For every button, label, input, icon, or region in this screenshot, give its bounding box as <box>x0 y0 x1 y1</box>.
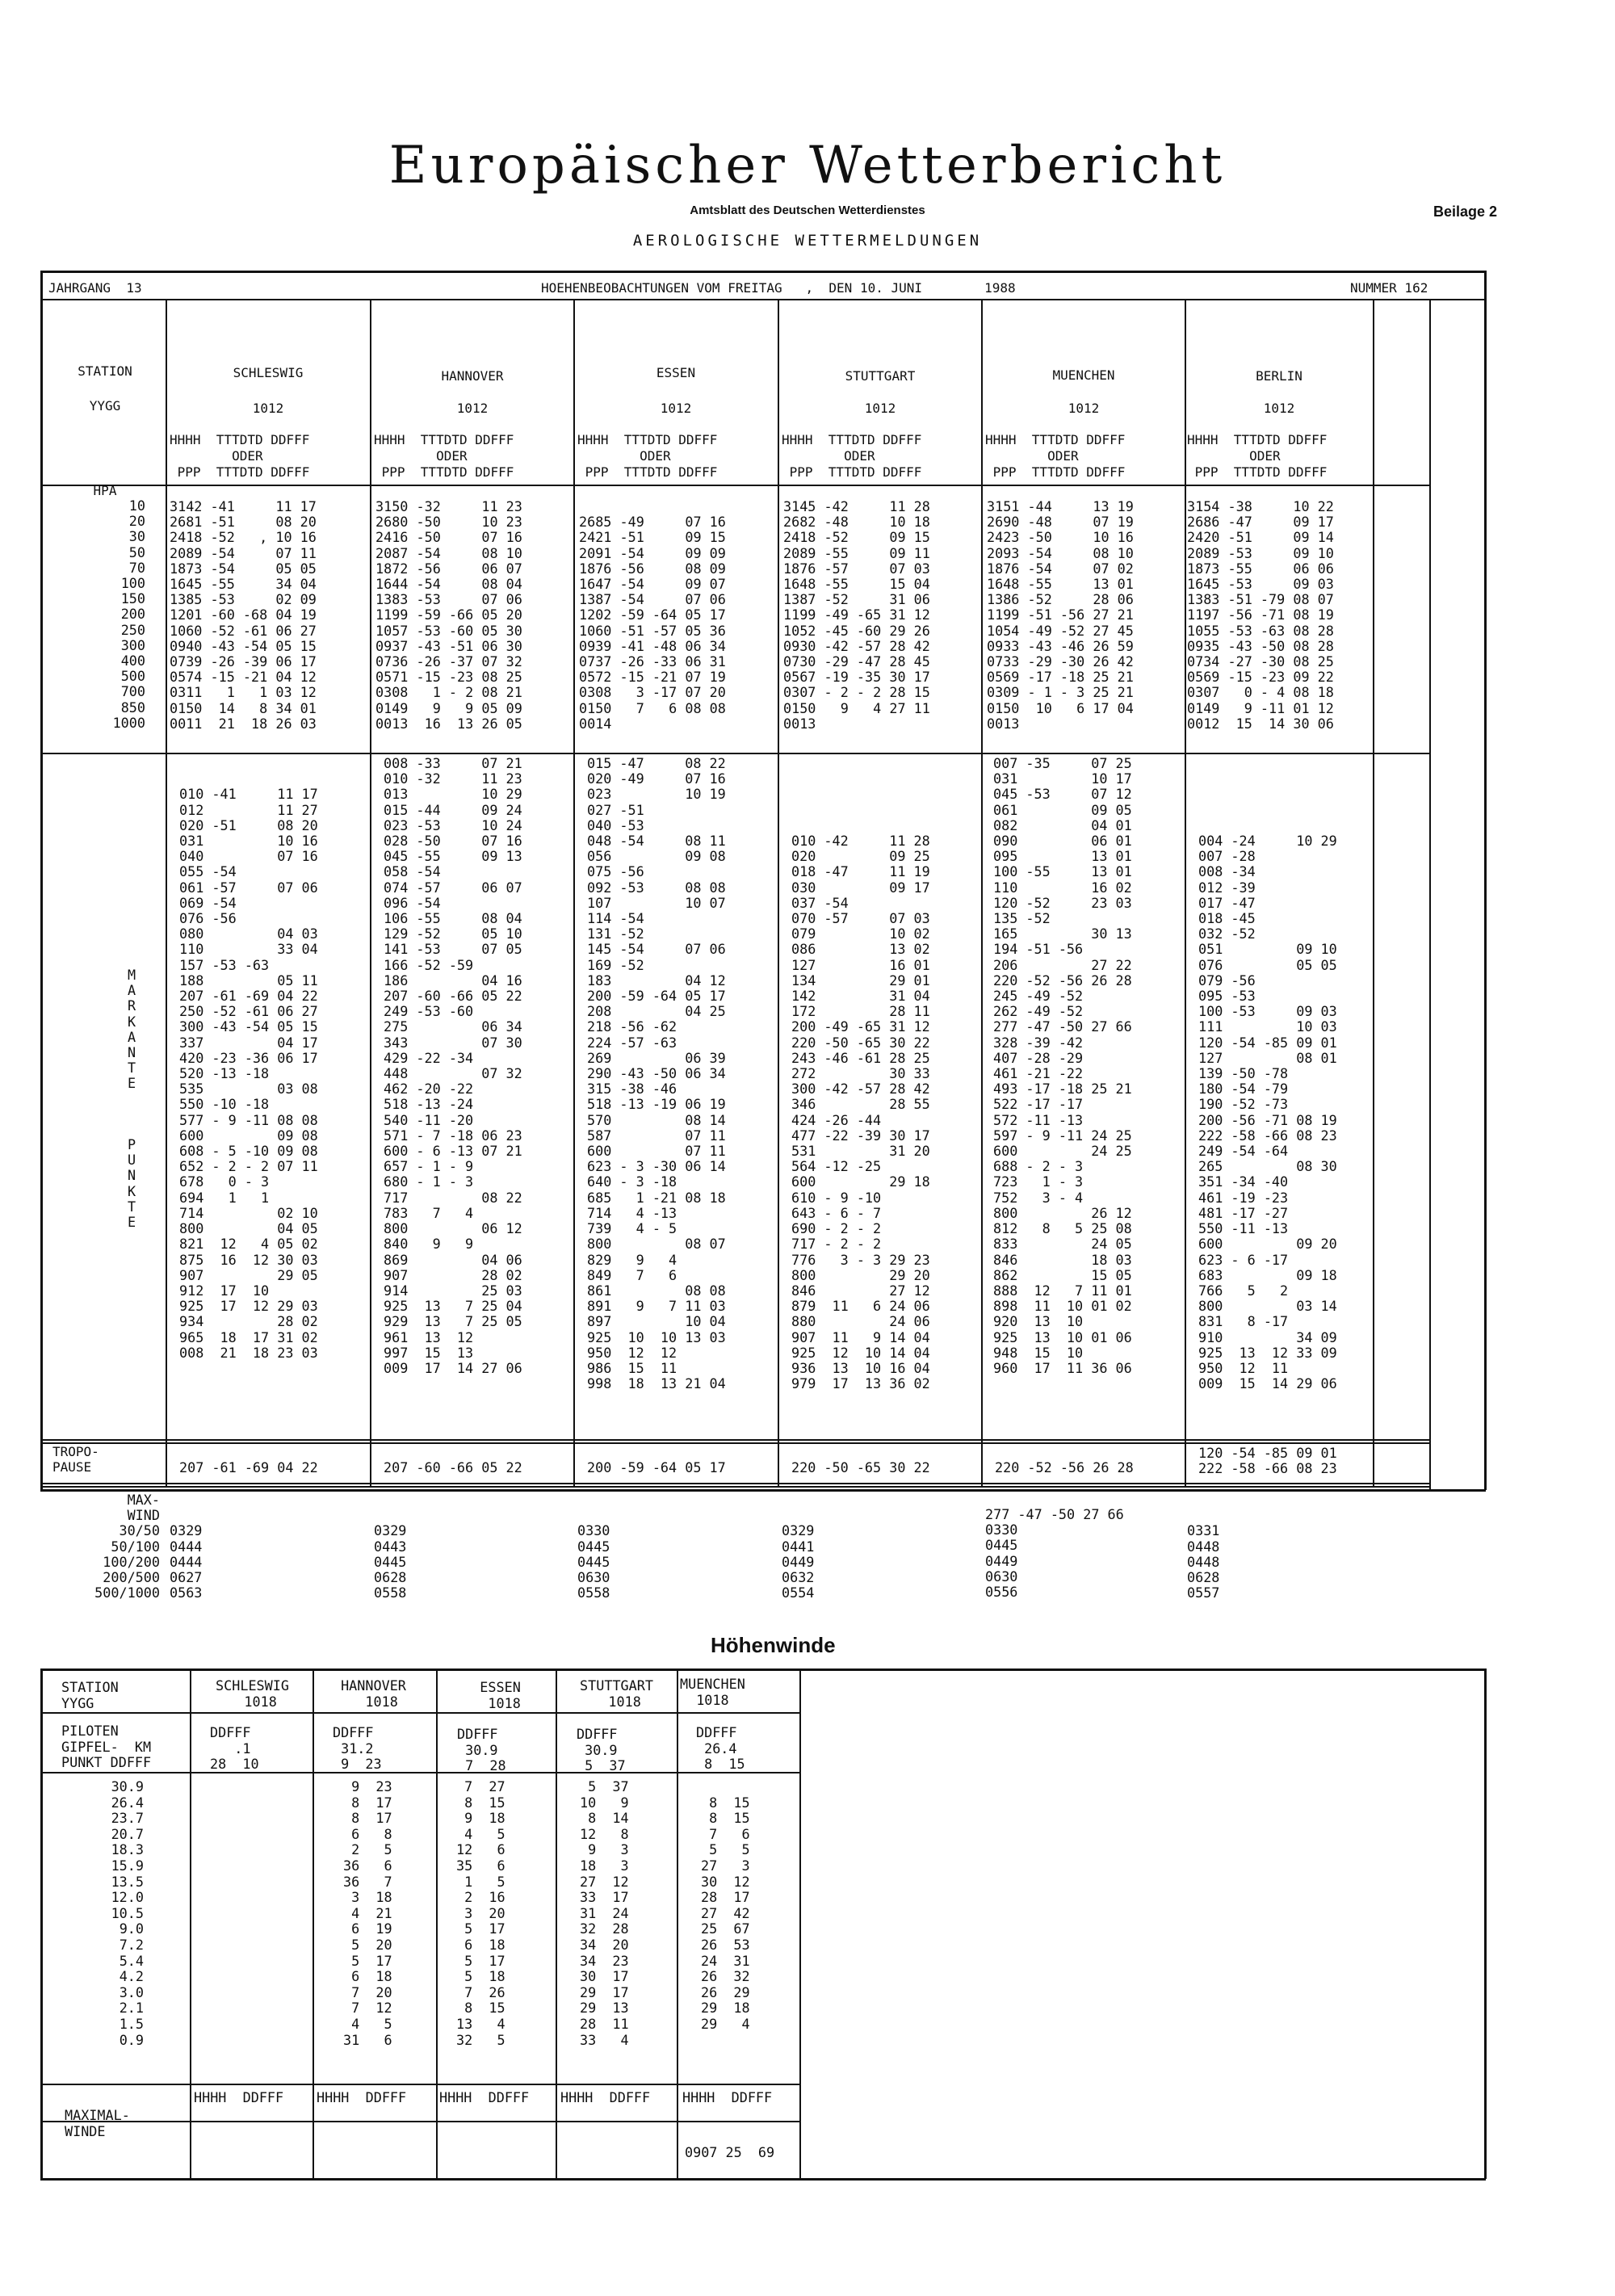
tropopause-value: 220 -52 -56 26 28 <box>995 1459 1134 1475</box>
significant-levels: 007 -35 07 25 031 10 17 045 -53 07 12 061 09 05 082 04 01 090 06 01 095 13 01 100 -55 13 01 110 16 02 120 -52 23 03 135 -52 165 30 13 194 -51 -56 206 27 22 220 -52 -56 26 28 245 -49 -52 262 -49 -52 277 -47 -50 27 66 328 -39 -42 407 -28 -29 461 -21 -22 493 -17 -18 25 21 522 -17 -17 572 -11 -13 597 - 9 -11 24 25 600 24 25 688 - 2 - 3 723 1 - 3 752 3 - 4 800 26 12 812 8 5 25 08 833 24 05 846 18 03 862 15 05 888 12 7 11 01 898 11 10 01 02 920 13 10 925 13 10 01 06 948 15 10 960 17 11 36 06 <box>993 755 1132 1376</box>
station-name: HANNOVER <box>441 368 504 384</box>
standard-levels: 3151 -44 13 19 2690 -48 07 19 2423 -50 10 16 2093 -54 08 10 1876 -54 07 02 1648 -55 13 01 1386 -52 28 06 1199 -51 -56 27 21 1054 -49 -52 27 45 0933 -43 -46 26 59 0733 -29 -30 26 42 0569 -17 -18 25 21 0309 - 1 - 3 25 21 0150 10 6 17 04 0013 <box>987 498 1134 732</box>
hw-max-header: HHHH DDFFF <box>194 2089 284 2105</box>
hw-winds: 5 37 10 9 8 14 12 8 9 3 18 3 27 12 33 17 31 24 32 28 34 20 34 23 30 17 29 17 29 13 28 11 33 4 <box>580 1778 629 2048</box>
rule <box>40 1712 799 1714</box>
yygg-label: YYGG <box>89 398 121 413</box>
station-yygg: 1012 <box>456 401 489 416</box>
pressure-levels: 10 20 30 50 70 100 150 200 250 300 400 500 700 850 1000 <box>112 497 145 731</box>
maxwind-values: 0329 0444 0444 0627 0563 <box>170 1522 203 1601</box>
rule <box>436 1668 438 2179</box>
rule <box>40 2178 1486 2181</box>
rule <box>40 271 43 1490</box>
rule <box>40 1668 43 2179</box>
station-yygg: 1012 <box>1068 401 1100 416</box>
station-label: STATION <box>78 363 132 379</box>
significant-levels: 008 -33 07 21 010 -32 11 23 013 10 29 015 -44 09 24 023 -53 10 24 028 -50 07 16 045 -55 09 13 058 -54 074 -57 06 07 096 -54 106 -55 08 04 129 -52 05 10 141 -53 07 05 166 -52 -59 186 04 16 207 -60 -66 05 22 249 -53 -60 275 06 34 343 07 30 429 -22 -34 448 07 32 462 -20 -22 518 -13 -24 540 -11 -20 571 - 7 -18 06 23 600 - 6 -13 07 21 657 - 1 - 9 680 - 1 - 3 717 08 22 783 7 4 800 06 12 840 9 9 869 04 06 907 28 02 914 25 03 925 13 7 25 04 929 13 7 25 05 961 13 12 997 15 13 009 17 14 27 06 <box>384 755 522 1376</box>
rule <box>1429 299 1431 1489</box>
tropopause-label: TROPO- PAUSE <box>52 1444 99 1475</box>
tropopause-value: 207 -61 -69 04 22 <box>179 1459 318 1475</box>
hw-winds: 8 15 8 15 7 6 5 5 27 3 30 12 28 17 27 42 25 67 26 53 24 31 26 32 26 29 29 18 29 4 <box>701 1794 750 2032</box>
standard-levels: 3150 -32 11 23 2680 -50 10 23 2416 -50 07 16 2087 -54 08 10 1872 -56 06 07 1644 -54 08 04 1383 -53 07 06 1199 -59 -66 05 20 1057 -53 -60 05 30 0937 -43 -51 06 30 0736 -26 -37 07 32 0571 -15 -23 08 25 0308 1 - 2 08 21 0149 9 9 05 09 0013 16 13 26 05 <box>375 498 522 732</box>
column-header: HHHH TTTDTD DDFFF ODER PPP TTTDTD DDFFF <box>985 432 1126 480</box>
maxwind-values: 0329 0443 0445 0628 0558 <box>374 1522 407 1601</box>
column-header: HHHH TTTDTD DDFFF ODER PPP TTTDTD DDFFF <box>374 432 514 480</box>
column-header: HHHH TTTDTD DDFFF ODER PPP TTTDTD DDFFF <box>782 432 922 480</box>
hw-piloten: DDFFF 26.4 8 15 <box>696 1724 745 1773</box>
hw-station-name: ESSEN 1018 <box>480 1679 521 1711</box>
station-name: BERLIN <box>1256 368 1302 384</box>
standard-levels: 2685 -49 07 16 2421 -51 09 15 2091 -54 09 09 1876 -56 08 09 1647 -54 09 07 1387 -54 07 06 1202 -59 -64 05 17 1060 -51 -57 05 36 0939 -41 -48 06 34 0737 -26 -33 06 31 0572 -15 -21 07 19 0308 3 -17 07 20 0150 7 6 08 08 0014 <box>579 514 726 732</box>
rule <box>370 299 371 1486</box>
hw-station-name: STUTTGART 1018 <box>580 1677 653 1710</box>
rule <box>778 299 779 1486</box>
rule <box>556 1668 557 2179</box>
standard-levels: 3142 -41 11 17 2681 -51 08 20 2418 -52 , 10 16 2089 -54 07 11 1873 -54 05 05 1645 -55 34 04 1385 -53 02 09 1201 -60 -68 04 19 1060 -52 -61 06 27 0940 -43 -54 05 15 0739 -26 -39 06 17 0574 -15 -21 04 12 0311 1 1 03 12 0150 14 8 34 01 0011 21 18 26 03 <box>170 498 317 732</box>
rule <box>40 1483 1431 1484</box>
rule <box>40 1772 799 1773</box>
maxwind-label: MAX- WIND 30/50 50/100 100/200 200/500 500/1000 <box>94 1492 160 1601</box>
rule <box>1185 299 1186 1486</box>
tropopause-value: 120 -54 -85 09 01 222 -58 -66 08 23 <box>1198 1445 1337 1477</box>
rule <box>40 271 1486 273</box>
hw-max-header: HHHH DDFFF <box>317 2089 407 2105</box>
hpa-label: HPA <box>93 483 117 498</box>
rule <box>981 299 983 1486</box>
tropopause-value: 220 -50 -65 30 22 <box>791 1459 930 1475</box>
beilage-label: Beilage 2 <box>1433 204 1498 220</box>
section-title: AEROLOGISCHE WETTERMELDUNGEN <box>632 232 983 250</box>
significant-levels: 010 -42 11 28 020 09 25 018 -47 11 19 030 09 17 037 -54 070 -57 07 03 079 10 02 086 13 02 127 16 01 134 29 01 142 31 04 172 28 11 200 -49 -65 31 12 220 -50 -65 30 22 243 -46 -61 28 25 272 30 33 300 -42 -57 28 42 346 28 55 424 -26 -44 477 -22 -39 30 17 531 31 20 564 -12 -25 600 29 18 610 - 9 -10 643 - 6 - 7 690 - 2 - 2 717 - 2 - 2 776 3 - 3 29 23 800 29 20 846 27 12 879 11 6 24 06 880 24 06 907 11 9 14 04 925 12 10 14 04 936 13 10 16 04 979 17 13 36 02 <box>791 833 930 1392</box>
hw-station-name: MUENCHEN 1018 <box>680 1676 745 1708</box>
station-yygg: 1012 <box>660 401 692 416</box>
rule <box>40 2084 799 2085</box>
station-name: MUENCHEN <box>1052 367 1115 383</box>
hoehenwinde-title: Höhenwinde <box>711 1633 836 1657</box>
nummer: NUMMER 162 <box>1350 280 1428 296</box>
hw-piloten: DDFFF .1 28 10 <box>210 1724 259 1773</box>
rule <box>166 299 167 1486</box>
rule <box>40 485 1431 486</box>
rule <box>40 1668 1486 1671</box>
significant-levels: 015 -47 08 22 020 -49 07 16 023 10 19 027 -51 040 -53 048 -54 08 11 056 09 08 075 -56 092 -53 08 08 107 10 07 114 -54 131 -52 145 -54 07 06 169 -52 183 04 12 200 -59 -64 05 17 208 04 25 218 -56 -62 224 -57 -63 269 06 39 290 -43 -50 06 34 315 -38 -46 518 -13 -19 06 19 570 08 14 587 07 11 600 07 11 623 - 3 -30 06 14 640 - 3 -18 685 1 -21 08 18 714 4 -13 739 4 - 5 800 08 07 829 9 4 849 7 6 861 08 08 891 9 7 11 03 897 10 04 925 10 10 13 03 950 12 12 986 15 11 998 18 13 21 04 <box>587 755 726 1392</box>
observation-date: HOEHENBEOBACHTUNGEN VOM FREITAG , DEN 10. JUNI 1988 <box>541 280 1016 296</box>
rule <box>40 753 1431 754</box>
hw-maximal-label: MAXIMAL- WINDE <box>65 2107 130 2139</box>
tropopause-value: 200 -59 -64 05 17 <box>587 1459 726 1475</box>
maxwind-values: 277 -47 -50 27 66 0330 0445 0449 0630 0556 <box>985 1506 1124 1601</box>
rule <box>313 1668 314 2179</box>
station-name: STUTTGART <box>845 368 916 384</box>
standard-levels: 3154 -38 10 22 2686 -47 09 17 2420 -51 09 14 2089 -53 09 10 1873 -55 06 06 1645 -53 09 03 1383 -51 -79 08 07 1197 -56 -71 08 19 1055 -53 -63 08 28 0935 -43 -50 08 28 0734 -27 -30 08 25 0569 -15 -23 09 22 0307 0 - 4 08 18 0149 9 -11 01 12 0012 15 14 30 06 <box>1187 498 1334 732</box>
hw-station-name: HANNOVER 1018 <box>341 1677 406 1710</box>
column-header: HHHH TTTDTD DDFFF ODER PPP TTTDTD DDFFF <box>170 432 310 480</box>
subtitle: Amtsblatt des Deutschen Wetterdienstes <box>690 204 925 217</box>
rule <box>799 1668 801 2179</box>
hw-max-value: 0907 25 69 <box>685 2144 775 2160</box>
hw-piloten: DDFFF 30.9 5 37 <box>577 1726 626 1774</box>
rule <box>1484 1668 1487 2179</box>
jahrgang: JAHRGANG 13 <box>48 280 142 296</box>
rule <box>40 1439 1431 1441</box>
standard-levels: 3145 -42 11 28 2682 -48 10 18 2418 -52 09 15 2089 -55 09 11 1876 -57 07 03 1648 -55 15 04 1387 -52 31 06 1199 -49 -65 31 12 1052 -45 -60 29 26 0930 -42 -57 28 42 0730 -29 -47 28 45 0567 -19 -35 30 17 0307 - 2 - 2 28 15 0150 9 4 27 11 0013 <box>783 498 930 732</box>
rule <box>677 1668 678 2179</box>
hw-piloten-label: PILOTEN GIPFEL- KM PUNKT DDFFF <box>61 1723 152 1771</box>
rule <box>40 2121 799 2122</box>
rule <box>40 1486 1431 1488</box>
rule <box>40 299 1486 300</box>
significant-levels: 010 -41 11 17 012 11 27 020 -51 08 20 031 10 16 040 07 16 055 -54 061 -57 07 06 069 -54 076 -56 080 04 03 110 33 04 157 -53 -63 188 05 11 207 -61 -69 04 22 250 -52 -61 06 27 300 -43 -54 05 15 337 04 17 420 -23 -36 06 17 520 -13 -18 535 03 08 550 -10 -18 577 - 9 -11 08 08 600 09 08 608 - 5 -10 09 08 652 - 2 - 2 07 11 678 0 - 3 694 1 1 714 02 10 800 04 05 821 12 4 05 02 875 16 12 30 03 907 29 05 912 17 10 925 17 12 29 03 934 28 02 965 18 17 31 02 008 21 18 23 03 <box>179 786 318 1361</box>
station-name: ESSEN <box>656 365 696 380</box>
hw-levels: 30.9 26.4 23.7 20.7 18.3 15.9 13.5 12.0 10.5 9.0 7.2 5.4 4.2 3.0 2.1 1.5 0.9 <box>111 1778 144 2048</box>
maxwind-values: 0330 0445 0445 0630 0558 <box>577 1522 610 1601</box>
hw-piloten: DDFFF 30.9 7 28 <box>457 1726 506 1774</box>
hw-station-name: SCHLESWIG 1018 <box>216 1677 289 1710</box>
maxwind-values: 0331 0448 0448 0628 0557 <box>1187 1522 1220 1601</box>
rule <box>1373 299 1374 1486</box>
rule <box>40 1442 1431 1444</box>
station-yygg: 1012 <box>864 401 896 416</box>
column-header: HHHH TTTDTD DDFFF ODER PPP TTTDTD DDFFF <box>577 432 718 480</box>
hw-max-header: HHHH DDFFF <box>560 2089 651 2105</box>
hw-max-header: HHHH DDFFF <box>439 2089 530 2105</box>
significant-levels: 004 -24 10 29 007 -28 008 -34 012 -39 017 -47 018 -45 032 -52 051 09 10 076 05 05 079 -56 095 -53 100 -53 09 03 111 10 03 120 -54 -85 09 01 127 08 01 139 -50 -78 180 -54 -79 190 -52 -73 200 -56 -71 08 19 222 -58 -66 08 23 249 -54 -64 265 08 30 351 -34 -40 461 -19 -23 481 -17 -27 550 -11 -13 600 09 20 623 - 6 -17 683 09 18 766 5 2 800 03 14 831 8 -17 910 34 09 925 13 12 33 09 950 12 11 009 15 14 29 06 <box>1198 833 1337 1392</box>
station-yygg: 1012 <box>1263 401 1295 416</box>
merkante-label: M A R K A N T E <box>127 967 136 1092</box>
column-header: HHHH TTTDTD DDFFF ODER PPP TTTDTD DDFFF <box>1187 432 1328 480</box>
page-title: Europäischer Wetterbericht <box>388 136 1227 195</box>
hw-piloten: DDFFF 31.2 9 23 <box>333 1724 382 1773</box>
rule <box>573 299 575 1486</box>
hw-winds: 9 23 8 17 8 17 6 8 2 5 36 6 36 7 3 18 4 21 6 19 5 20 5 17 6 18 7 20 7 12 4 5 31 6 <box>343 1778 392 2048</box>
punkte-label: P U N K T E <box>127 1136 136 1231</box>
rule <box>40 1489 1486 1492</box>
hw-winds: 7 27 8 15 9 18 4 5 12 6 35 6 1 5 2 16 3 20 5 17 6 18 5 17 5 18 7 26 8 15 13 4 32 5 <box>456 1778 505 2048</box>
station-yygg: 1012 <box>252 401 284 416</box>
rule <box>190 1668 191 2179</box>
maxwind-values: 0329 0441 0449 0632 0554 <box>782 1522 815 1601</box>
station-name: SCHLESWIG <box>233 365 304 380</box>
hw-max-header: HHHH DDFFF <box>682 2089 773 2105</box>
hw-station-label: STATION YYGG <box>61 1679 119 1711</box>
tropopause-value: 207 -60 -66 05 22 <box>384 1459 522 1475</box>
rule <box>1484 271 1487 1490</box>
